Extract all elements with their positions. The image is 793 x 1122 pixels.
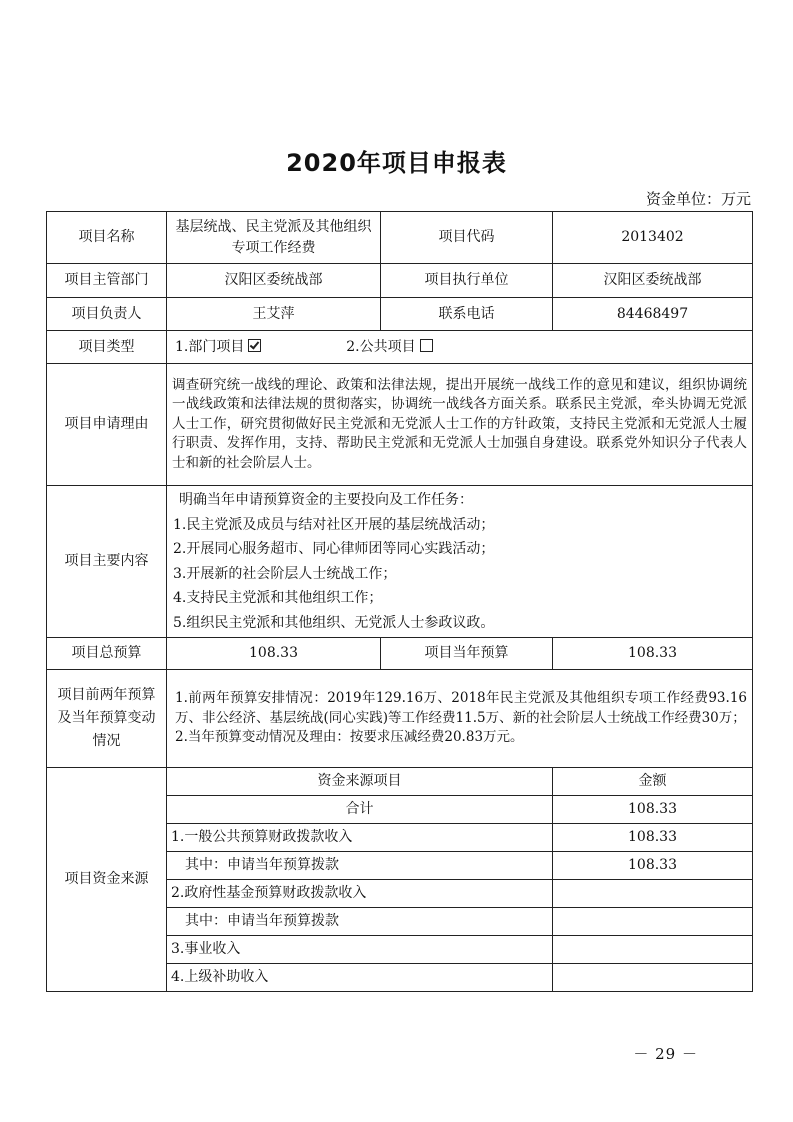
funding-item-name: 其中：申请当年预算拨款 — [167, 852, 553, 880]
row-department — [47, 264, 753, 298]
dept-value: 汉阳区委统战部 — [167, 264, 381, 298]
total-budget-value: 108.33 — [167, 638, 381, 670]
reason-value: 调查研究统一战线的理论、政策和法律法规，提出开展统一战线工作的意见和建议，组织协调统一战线政策和法律法规的贯彻落实，协调统一战线各方面关系。联系民主党派，牵头协调无党派人士工作，研究贯彻做好民主党派和无党派人士工作的方针政策，支持民主党派和无党派人士履行职责、发挥作用，支持、帮助民主党派和无党派人士加强自身建设。联系党外知识分子代表人士和新的社会阶层人士。 — [167, 364, 753, 486]
row-content — [47, 486, 753, 638]
content-line: 4.支持民主党派和其他组织工作； — [173, 590, 383, 606]
funding-item-amount — [553, 936, 753, 964]
year-budget-value: 108.33 — [553, 638, 753, 670]
funding-item-name: 其中：申请当年预算拨款 — [167, 908, 553, 936]
reason-label: 项目申请理由 — [47, 364, 167, 486]
project-code-label: 项目代码 — [381, 212, 553, 264]
project-code-value: 2013402 — [553, 212, 753, 264]
funding-item-name: 4.上级补助收入 — [167, 964, 553, 992]
type-option-public: 2.公共项目 — [346, 338, 416, 355]
row-reason — [47, 364, 753, 486]
content-line: 明确当年申请预算资金的主要投向及工作任务： — [179, 492, 473, 508]
content-line: 3.开展新的社会阶层人士统战工作； — [173, 565, 397, 582]
funding-col-amount: 金额 — [553, 768, 753, 796]
funding-item-name: 1.一般公共预算财政拨款收入 — [167, 824, 553, 852]
row-project-type — [47, 331, 753, 364]
funding-item-amount — [553, 964, 753, 992]
change-line-2: 2.当年预算变动情况及理由：按要求压减经费20.83万元。 — [175, 729, 524, 746]
funding-label: 项目资金来源 — [47, 768, 167, 992]
funding-col-source: 资金来源项目 — [167, 768, 553, 796]
exec-label: 项目执行单位 — [381, 264, 553, 298]
project-name-value: 基层统战、民主党派及其他组织专项工作经费 — [167, 212, 381, 264]
leader-value: 王艾萍 — [167, 298, 381, 331]
total-budget-label: 项目总预算 — [47, 638, 167, 670]
funding-item-name: 3.事业收入 — [167, 936, 553, 964]
exec-value: 汉阳区委统战部 — [553, 264, 753, 298]
leader-label: 项目负责人 — [47, 298, 167, 331]
funding-item-amount: 108.33 — [553, 852, 753, 880]
page-number: － 29 － — [633, 1045, 698, 1063]
content-line: 1.民主党派及成员与结对社区开展的基层统战活动； — [173, 516, 495, 533]
checkbox-empty-icon — [420, 339, 433, 352]
change-details — [167, 670, 753, 768]
funding-item-amount — [553, 880, 753, 908]
currency-unit: 资金单位：万元 — [645, 190, 751, 208]
row-budget — [47, 638, 753, 670]
change-label: 项目前两年预算及当年预算变动情况 — [47, 670, 167, 768]
content-label: 项目主要内容 — [47, 486, 167, 638]
phone-label: 联系电话 — [381, 298, 553, 331]
phone-value: 84468497 — [553, 298, 753, 331]
funding-item-amount — [553, 908, 753, 936]
type-label: 项目类型 — [47, 331, 167, 364]
content-line: 5.组织民主党派和其他组织、无党派人士参政议政。 — [173, 614, 495, 631]
funding-item-name: 2.政府性基金预算财政拨款收入 — [167, 880, 553, 908]
content-list — [167, 486, 753, 638]
row-budget-change — [47, 670, 753, 768]
change-line-1: 1.前两年预算安排情况：2019年129.16万、2018年民主党派及其他组织专项工作经费93.16万、非公经济、基层统战(同心实践)等工作经费11.5万、新的社会阶层人士统战工作经费30万； — [175, 690, 747, 726]
funding-item-amount: 108.33 — [553, 824, 753, 852]
funding-item-amount: 108.33 — [553, 796, 753, 824]
type-option-department: 1.部门项目 — [175, 338, 245, 355]
funding-item-name: 合计 — [167, 796, 553, 824]
funding-header-row — [47, 768, 753, 796]
type-options — [167, 331, 753, 364]
content-line: 2.开展同心服务超市、同心律师团等同心实践活动； — [173, 541, 495, 557]
dept-label: 项目主管部门 — [47, 264, 167, 298]
row-leader — [47, 298, 753, 331]
year-budget-label: 项目当年预算 — [381, 638, 553, 670]
project-name-label: 项目名称 — [47, 212, 167, 264]
document-title: 2020年项目申报表 — [286, 149, 507, 177]
checkbox-checked-icon — [248, 339, 261, 352]
row-project-name — [47, 212, 753, 264]
project-application-table — [46, 211, 753, 992]
